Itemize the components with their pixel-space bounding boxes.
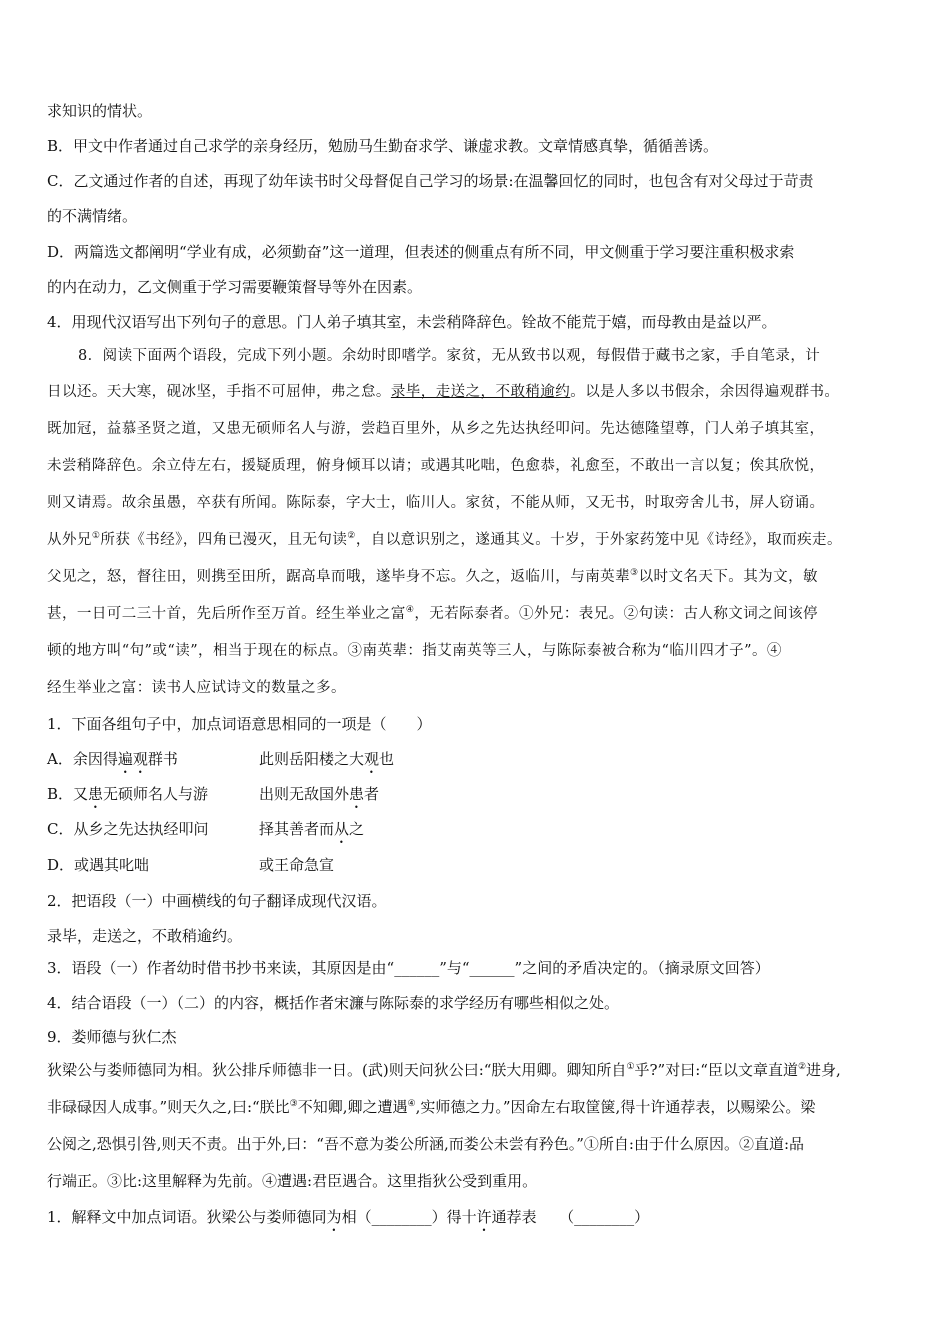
footnote-marker: ① (91, 531, 101, 542)
line-text: 狄梁公与娄师德同为相。狄公排斥师德非一日。(武)则天问狄公曰:“朕大用卿。卿知所自 (47, 1061, 627, 1079)
line-text: ,实师德之力。”因命左右取筐箧,得十许通荐表，以赐梁公。梁 (415, 1098, 816, 1116)
passage-line (47, 419, 824, 439)
line-text: 的不满情绪。 (47, 207, 138, 225)
line-text: B．甲文中作者通过自己求学的亲身经历，勉励马生勤奋求学、谦虚求教。文章情感真挚，循循善诱。 (47, 137, 719, 155)
line-text: 经生举业之富：读书人应试诗文的数量之多。 (47, 680, 346, 696)
line-text: 也 (379, 750, 395, 768)
dotted-word: 从 (334, 820, 350, 838)
line-text: 乎?”对曰:“臣以文章直道 (634, 1061, 798, 1079)
passage-line (47, 493, 824, 513)
line-text: 求知识的情状。 (47, 102, 153, 120)
footnote-marker: ② (347, 531, 356, 542)
line-text: 的内在动力，乙文侧重于学习需要鞭策督导等外在因素。 (47, 278, 423, 296)
line-text: 则又请焉。故余虽愚，卒获有所闻。陈际泰，字大士，临川人。家贫，不能从师，又无书，时取旁舍儿书，屏人窃诵。 (47, 495, 825, 511)
passage-line (47, 530, 842, 550)
line-text: 此则岳阳楼之大 (259, 750, 365, 768)
line-text: 4．结合语段（一）（二）的内容，概括作者宋濂与陈际泰的求学经历有哪些相似之处。 (47, 994, 620, 1012)
line-text: 录毕，走送之，不敢稍逾约。 (47, 927, 243, 945)
footnote-marker: ③ (630, 568, 639, 579)
line-text: 1．解释文中加点词语。狄梁公与娄师德同 (47, 1208, 327, 1226)
option-a-line (47, 749, 395, 777)
question-line (47, 891, 387, 911)
line-text: 父见之，怒，督往田，则携至田所，踞高阜而哦，遂毕身不忘。久之，返临川，与南英辈 (47, 569, 631, 585)
passage-line (47, 1134, 804, 1154)
line-text: 不知卿,卿之遭遇 (297, 1098, 408, 1116)
text-line (47, 101, 152, 121)
option-d-line (47, 242, 794, 262)
passage-line (47, 641, 782, 661)
line-text: 。以是人多以书假余，余因得遍观群书。 (570, 384, 840, 400)
line-text: 所获《书经》，四角已漫灭，且无句读 (100, 532, 348, 548)
dotted-word: 观 (364, 750, 380, 768)
question-line (47, 958, 770, 978)
option-d-line (47, 855, 335, 875)
passage-line (47, 1097, 815, 1117)
line-text: 8．阅读下面两个语段，完成下列小题。余幼时即嗜学。家贫，无从致书以观，每假借于藏书之家，手自笔录，计 (78, 348, 821, 364)
line-text: 顿的地方叫“句”或“读”，相当于现在的标点。③南英辈：指艾南英等三人，与陈际泰被合称为“临川四才子”。④ (47, 643, 782, 659)
dotted-word: 患 (349, 785, 365, 803)
underlined-sentence: 录毕，走送之，不敢稍逾约 (390, 384, 571, 400)
line-text: 通荐表 （________） (491, 1208, 650, 1226)
line-text: 择其善者而 (259, 820, 335, 838)
text-line (47, 206, 137, 226)
line-text: 或王命急宣 (259, 856, 335, 874)
line-text: 以时文名天下。其为文，敏 (638, 569, 818, 585)
line-text: 行端正。③比:这里解释为先前。④遭遇:君臣遇合。这里指狄公受到重用。 (47, 1172, 538, 1190)
line-text: 群书 (147, 750, 178, 768)
passage-line (47, 678, 346, 698)
line-text: 4．用现代汉语写出下列句子的意思。门人弟子填其室，未尝稍降辞色。铨故不能荒于嬉，而母教由是益以严。 (47, 313, 777, 331)
dotted-word: 为 (326, 1208, 342, 1226)
passage-line (47, 1171, 537, 1191)
option-b-line (47, 784, 380, 812)
line-text: 9．娄师德与狄仁杰 (47, 1028, 177, 1046)
line-text: ，自以意识别之，遂通其义。十岁，于外家药笼中见《诗经》，取而疾走。 (355, 532, 842, 548)
line-text: D．两篇选文都阐明“学业有成，必须勤奋”这一道理，但表述的侧重点有所不同，甲文侧重于学习要注重积极求索 (47, 243, 795, 261)
dotted-word: 遍观 (117, 750, 148, 768)
line-text: A．余因得 (47, 750, 118, 768)
question-line (47, 1207, 649, 1235)
line-text: 甚，一日可二三十首，先后所作至万首。经生举业之富 (47, 606, 406, 622)
line-text: 无硕师名人与游 (103, 785, 209, 803)
line-text: 从外兄 (47, 532, 92, 548)
text-line (47, 926, 242, 946)
option-c-line (47, 171, 814, 191)
line-text: 公阅之,恐惧引咎,则天不责。出于外,曰：“吾不意为娄公所涵,而娄公未尝有矜色。”①所自:由于什么原因。②直道:品 (47, 1135, 805, 1153)
question-line (47, 312, 777, 332)
line-text: 者 (364, 785, 380, 803)
line-text: C．从乡之先达执经叩问 (47, 820, 209, 838)
line-text: 进身, (806, 1061, 841, 1079)
option-b-line (47, 136, 718, 156)
line-text: 相（________）得十 (341, 1208, 477, 1226)
line-text: 未尝稍降辞色。余立侍左右，援疑质理，俯身倾耳以请；或遇其叱咄，色愈恭，礼愈至，不敢出一言以复；俟其欣悦， (47, 458, 825, 474)
footnote-marker: ④ (405, 605, 415, 616)
passage-line (47, 382, 839, 402)
text-line (47, 277, 422, 297)
passage-line (47, 604, 818, 624)
line-text: ，无若际泰者。①外兄：表兄。②句读：古人称文词之间该停 (414, 606, 818, 622)
footnote-marker: ③ (289, 1099, 298, 1109)
passage-line (47, 456, 824, 476)
option-c-line (47, 819, 365, 839)
line-text: 之 (349, 820, 365, 838)
passage-line (47, 1060, 841, 1080)
line-text: 3．语段（一）作者幼时借书抄书来读，其原因是由“______”与“______”之间的矛盾决定的。（摘录原文回答） (47, 959, 770, 977)
line-text: 日以还。天大寒，砚冰坚，手指不可屈伸，弗之怠。 (47, 384, 391, 400)
footnote-marker: ④ (407, 1099, 416, 1109)
line-text: 2．把语段（一）中画横线的句子翻译成现代汉语。 (47, 892, 387, 910)
line-text: B．又 (47, 785, 89, 803)
line-text: 出则无敌国外 (259, 785, 350, 803)
dotted-word: 许 (476, 1208, 492, 1226)
dotted-word: 患 (88, 785, 104, 803)
line-text: 1．下面各组句子中，加点词语意思相同的一项是（ ） (47, 715, 432, 733)
question-line (47, 714, 432, 734)
section-9-title (47, 1027, 177, 1047)
line-text: D．或遇其叱咄 (47, 856, 150, 874)
footnote-marker: ① (626, 1062, 635, 1072)
question-line (47, 993, 619, 1013)
line-text: 非碌碌因人成事。”则天久之,曰:“朕比 (47, 1098, 290, 1116)
line-text: 既加冠，益慕圣贤之道，又患无硕师名人与游，尝趋百里外，从乡之先达执经叩问。先达德隆望尊，门人弟子填其室， (47, 421, 825, 437)
line-text: C．乙文通过作者的自述，再现了幼年读书时父母督促自己学习的场景:在温馨回忆的同时，也包含有对父母过于苛责 (47, 172, 814, 190)
passage-line (47, 567, 818, 587)
footnote-marker: ② (797, 1062, 807, 1072)
section-8-heading-line (78, 346, 820, 366)
